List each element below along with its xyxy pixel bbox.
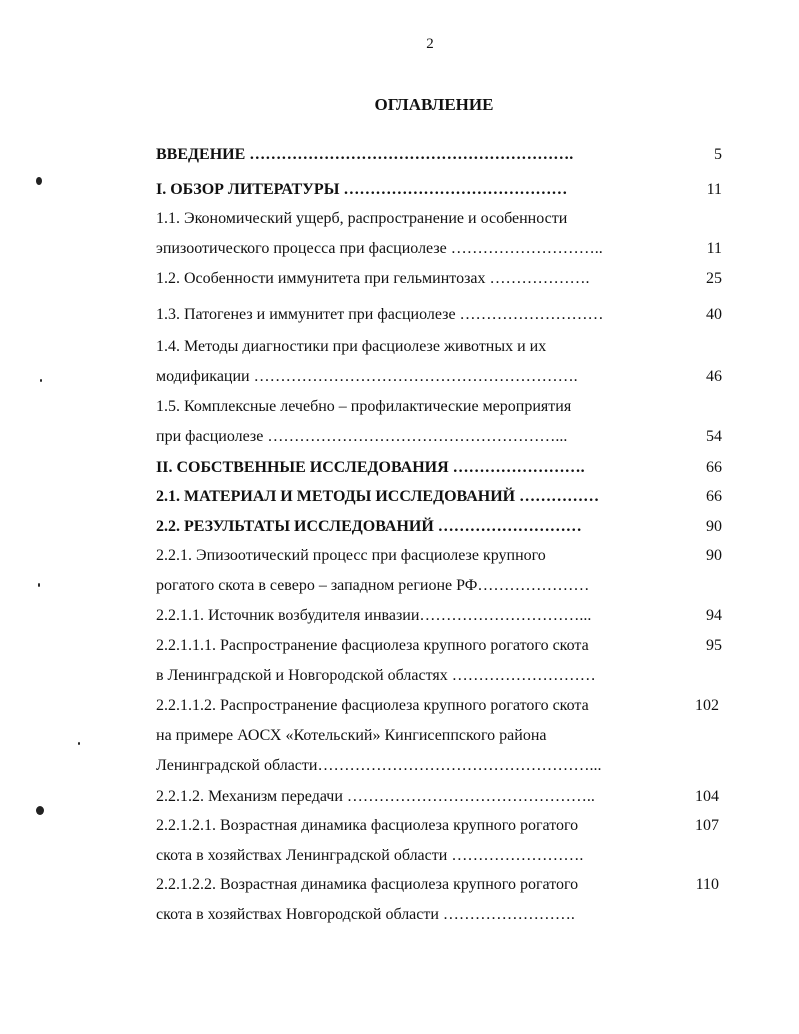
toc-page-number: 107 bbox=[695, 817, 719, 834]
toc-page-number: 90 bbox=[706, 518, 722, 535]
toc-page-number: 90 bbox=[706, 547, 722, 564]
toc-entry-text: 2.2. РЕЗУЛЬТАТЫ ИССЛЕДОВАНИЙ ……………………… bbox=[156, 518, 582, 535]
toc-page-number: 11 bbox=[706, 181, 722, 198]
toc-entry-text: при фасциолезе ………………………………………………... bbox=[156, 428, 568, 445]
toc-entry-text: 2.2.1.2.2. Возрастная динамика фасциолеза крупного рогатого bbox=[156, 876, 579, 893]
scan-speck bbox=[36, 177, 42, 185]
page-title: ОГЛАВЛЕНИЕ bbox=[374, 95, 494, 114]
toc-entry-text: скота в хозяйствах Ленинградской области ……………………. bbox=[156, 847, 584, 864]
toc-entry-text: II. СОБСТВЕННЫЕ ИССЛЕДОВАНИЯ ……………………. bbox=[156, 459, 585, 476]
toc-page-number: 54 bbox=[706, 428, 722, 445]
scan-speck bbox=[78, 742, 80, 745]
toc-page-number: 66 bbox=[706, 488, 722, 505]
toc-entry-text: рогатого скота в северо – западном регионе РФ………………… bbox=[156, 577, 590, 594]
toc-page-number: 104 bbox=[695, 788, 719, 805]
toc-entry-text: 2.2.1.1.2. Распространение фасциолеза крупного рогатого скота bbox=[156, 697, 589, 714]
toc-entry-text: 1.1. Экономический ущерб, распространение и особенности bbox=[156, 210, 568, 227]
toc-entry-text: эпизоотического процесса при фасциолезе ……………………….. bbox=[156, 240, 603, 257]
toc-entry-text: ВВЕДЕНИЕ ……………………………………………………. bbox=[156, 146, 574, 163]
toc-page-number: 94 bbox=[706, 607, 722, 624]
toc-page-number: 11 bbox=[706, 240, 722, 257]
scan-speck bbox=[40, 379, 42, 382]
toc-entry-text: на примере АОСХ «Котельский» Кингисеппского района bbox=[156, 727, 547, 744]
toc-entry-text: 1.5. Комплексные лечебно – профилактические мероприятия bbox=[156, 398, 572, 415]
toc-page-number: 40 bbox=[706, 306, 722, 323]
toc-entry-text: 2.1. МАТЕРИАЛ И МЕТОДЫ ИССЛЕДОВАНИЙ …………… bbox=[156, 488, 600, 505]
toc-entry-text: I. ОБЗОР ЛИТЕРАТУРЫ …………………………………… bbox=[156, 181, 568, 198]
toc-entry-text: скота в хозяйствах Новгородской области ……………………. bbox=[156, 906, 575, 923]
toc-entry-text: в Ленинградской и Новгородской областях ……………………… bbox=[156, 667, 596, 684]
toc-entry-text: 2.2.1.1. Источник возбудителя инвазии…………………………... bbox=[156, 607, 592, 624]
toc-entry-text: 2.2.1.2. Механизм передачи ……………………………………….. bbox=[156, 788, 595, 805]
toc-entry-text: 2.2.1.1.1. Распространение фасциолеза крупного рогатого скота bbox=[156, 637, 589, 654]
toc-entry-text: 2.2.1. Эпизоотический процесс при фасциолезе крупного bbox=[156, 547, 546, 564]
toc-entry-text: 1.4. Методы диагностики при фасциолезе животных и их bbox=[156, 338, 547, 355]
toc-entry-text: Ленинградской области……………………………………………... bbox=[156, 757, 602, 774]
toc-page-number: 66 bbox=[706, 459, 722, 476]
toc-entry-text: 2.2.1.2.1. Возрастная динамика фасциолеза крупного рогатого bbox=[156, 817, 579, 834]
toc-entry-text: 1.3. Патогенез и иммунитет при фасциолезе ……………………… bbox=[156, 306, 604, 323]
toc-page-number: 102 bbox=[695, 697, 719, 714]
toc-page-number: 25 bbox=[706, 270, 722, 287]
scan-speck bbox=[38, 583, 40, 587]
toc-page-number: 5 bbox=[714, 146, 722, 163]
toc-page-number: 46 bbox=[706, 368, 722, 385]
toc-entry-text: 1.2. Особенности иммунитета при гельминтозах ………………. bbox=[156, 270, 590, 287]
toc-page-number: 110 bbox=[695, 876, 719, 893]
toc-entry-text: модификации ……………………………………………………. bbox=[156, 368, 578, 385]
page-number: 2 bbox=[426, 36, 434, 52]
scan-speck bbox=[36, 806, 44, 815]
toc-page-number: 95 bbox=[706, 637, 722, 654]
